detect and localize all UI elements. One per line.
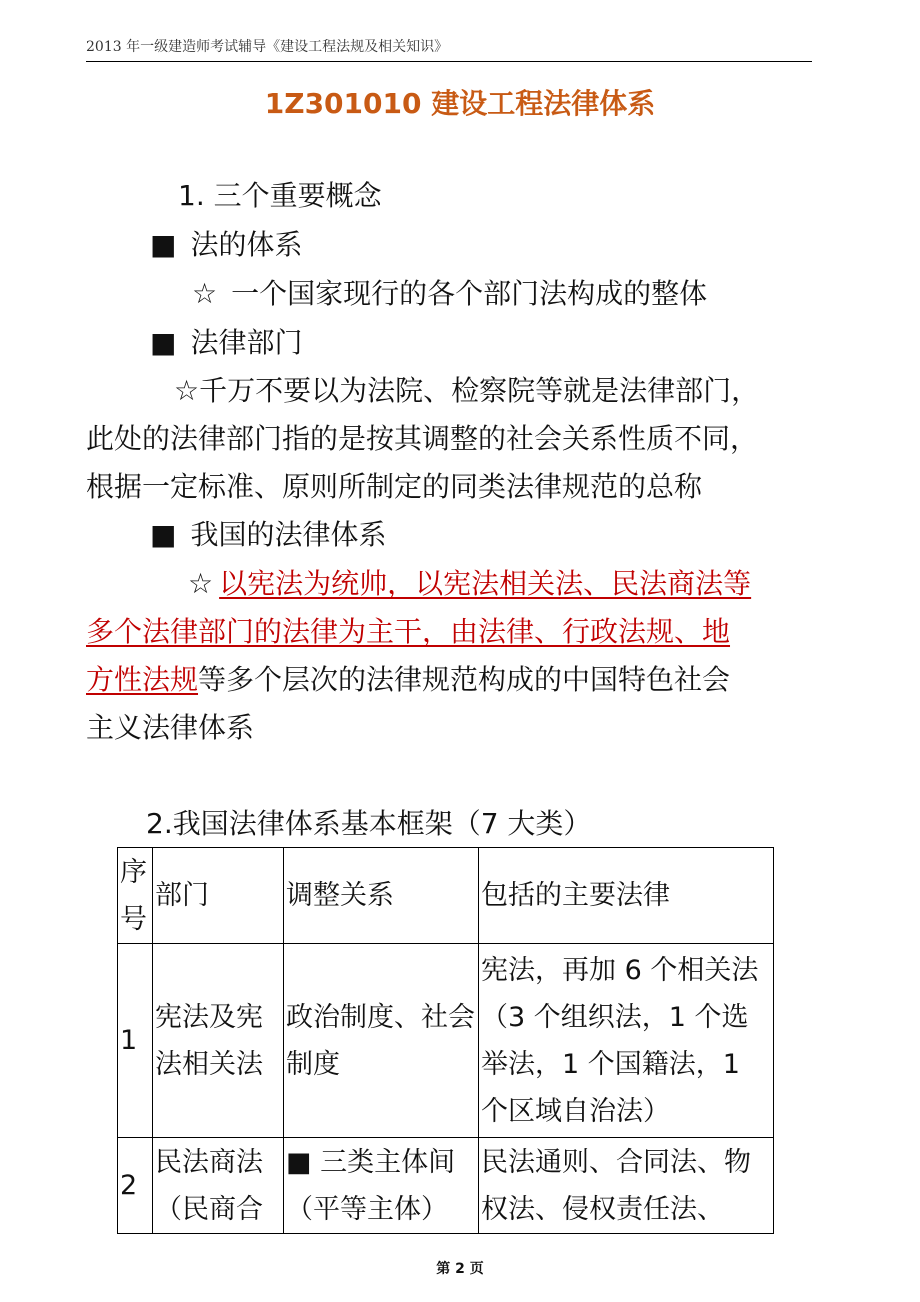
star-icon: ☆ — [188, 567, 214, 600]
bullet-label: 法律部门 — [190, 326, 303, 359]
legal-framework-table — [117, 847, 774, 1234]
paragraph-line: ☆千万不要以为法院、检察院等就是法律部门， — [174, 374, 760, 407]
table-header-row — [118, 848, 774, 944]
highlighted-line — [86, 615, 731, 648]
square-bullet-icon: ■ — [150, 518, 177, 551]
star-text: 一个国家现行的各个部门法构成的整体 — [231, 277, 708, 310]
cell-laws: 民法通则、合同法、物权法、侵权责任法、 — [479, 1138, 774, 1234]
bullet-item-legal-department — [150, 326, 303, 359]
cell-no: 2 — [118, 1138, 153, 1234]
paragraph-line: 根据一定标准、原则所制定的同类法律规范的总称 — [86, 470, 703, 503]
cell-relation: ■ 三类主体间（平等主体） — [284, 1138, 479, 1234]
framework-heading: 2.我国法律体系基本框架（7 大类） — [146, 807, 592, 840]
square-bullet-icon: ■ — [150, 326, 177, 359]
cell-relation: 政治制度、社会制度 — [284, 944, 479, 1138]
star-item-legal-system-definition — [192, 277, 708, 310]
bullet-label: 我国的法律体系 — [190, 518, 387, 551]
bullet-item-legal-system — [150, 228, 303, 261]
header-cell-no: 序号 — [118, 848, 153, 944]
header-cell-dept: 部门 — [153, 848, 284, 944]
cell-laws: 宪法，再加 6 个相关法（3 个组织法，1 个选举法，1 个国籍法，1 个区域自治法） — [479, 944, 774, 1138]
running-header: 2013 年一级建造师考试辅导《建设工程法规及相关知识》 — [86, 36, 812, 62]
header-cell-relation: 调整关系 — [284, 848, 479, 944]
highlighted-text: 方性法规 — [86, 663, 199, 696]
paragraph-line: 此处的法律部门指的是按其调整的社会关系性质不同， — [86, 422, 759, 455]
page-number: 第 2 页 — [436, 1261, 484, 1277]
highlighted-text: 多个法律部门的法律为主干，由法律、行政法规、地 — [86, 615, 731, 648]
paragraph-line: 主义法律体系 — [86, 711, 255, 744]
header-cell-laws: 包括的主要法律 — [479, 848, 774, 944]
plain-text: 等多个层次的法律规范构成的中国特色社会 — [198, 663, 731, 696]
table-row — [118, 1138, 774, 1234]
cell-dept: 宪法及宪法相关法 — [153, 944, 284, 1138]
bullet-label: 法的体系 — [190, 228, 303, 261]
highlighted-line — [188, 567, 752, 600]
highlighted-text: 以宪法为统帅，以宪法相关法、民法商法等 — [219, 567, 752, 600]
cell-no: 1 — [118, 944, 153, 1138]
cell-dept: 民法商法（民商合 — [153, 1138, 284, 1234]
star-icon: ☆ — [192, 277, 218, 310]
concepts-heading: 1. 三个重要概念 — [178, 179, 382, 212]
mixed-line — [86, 663, 731, 696]
square-bullet-icon: ■ — [150, 228, 177, 261]
table-row — [118, 944, 774, 1138]
section-title: 1Z301010 建设工程法律体系 — [264, 87, 656, 120]
bullet-item-national-legal-system — [150, 518, 387, 551]
